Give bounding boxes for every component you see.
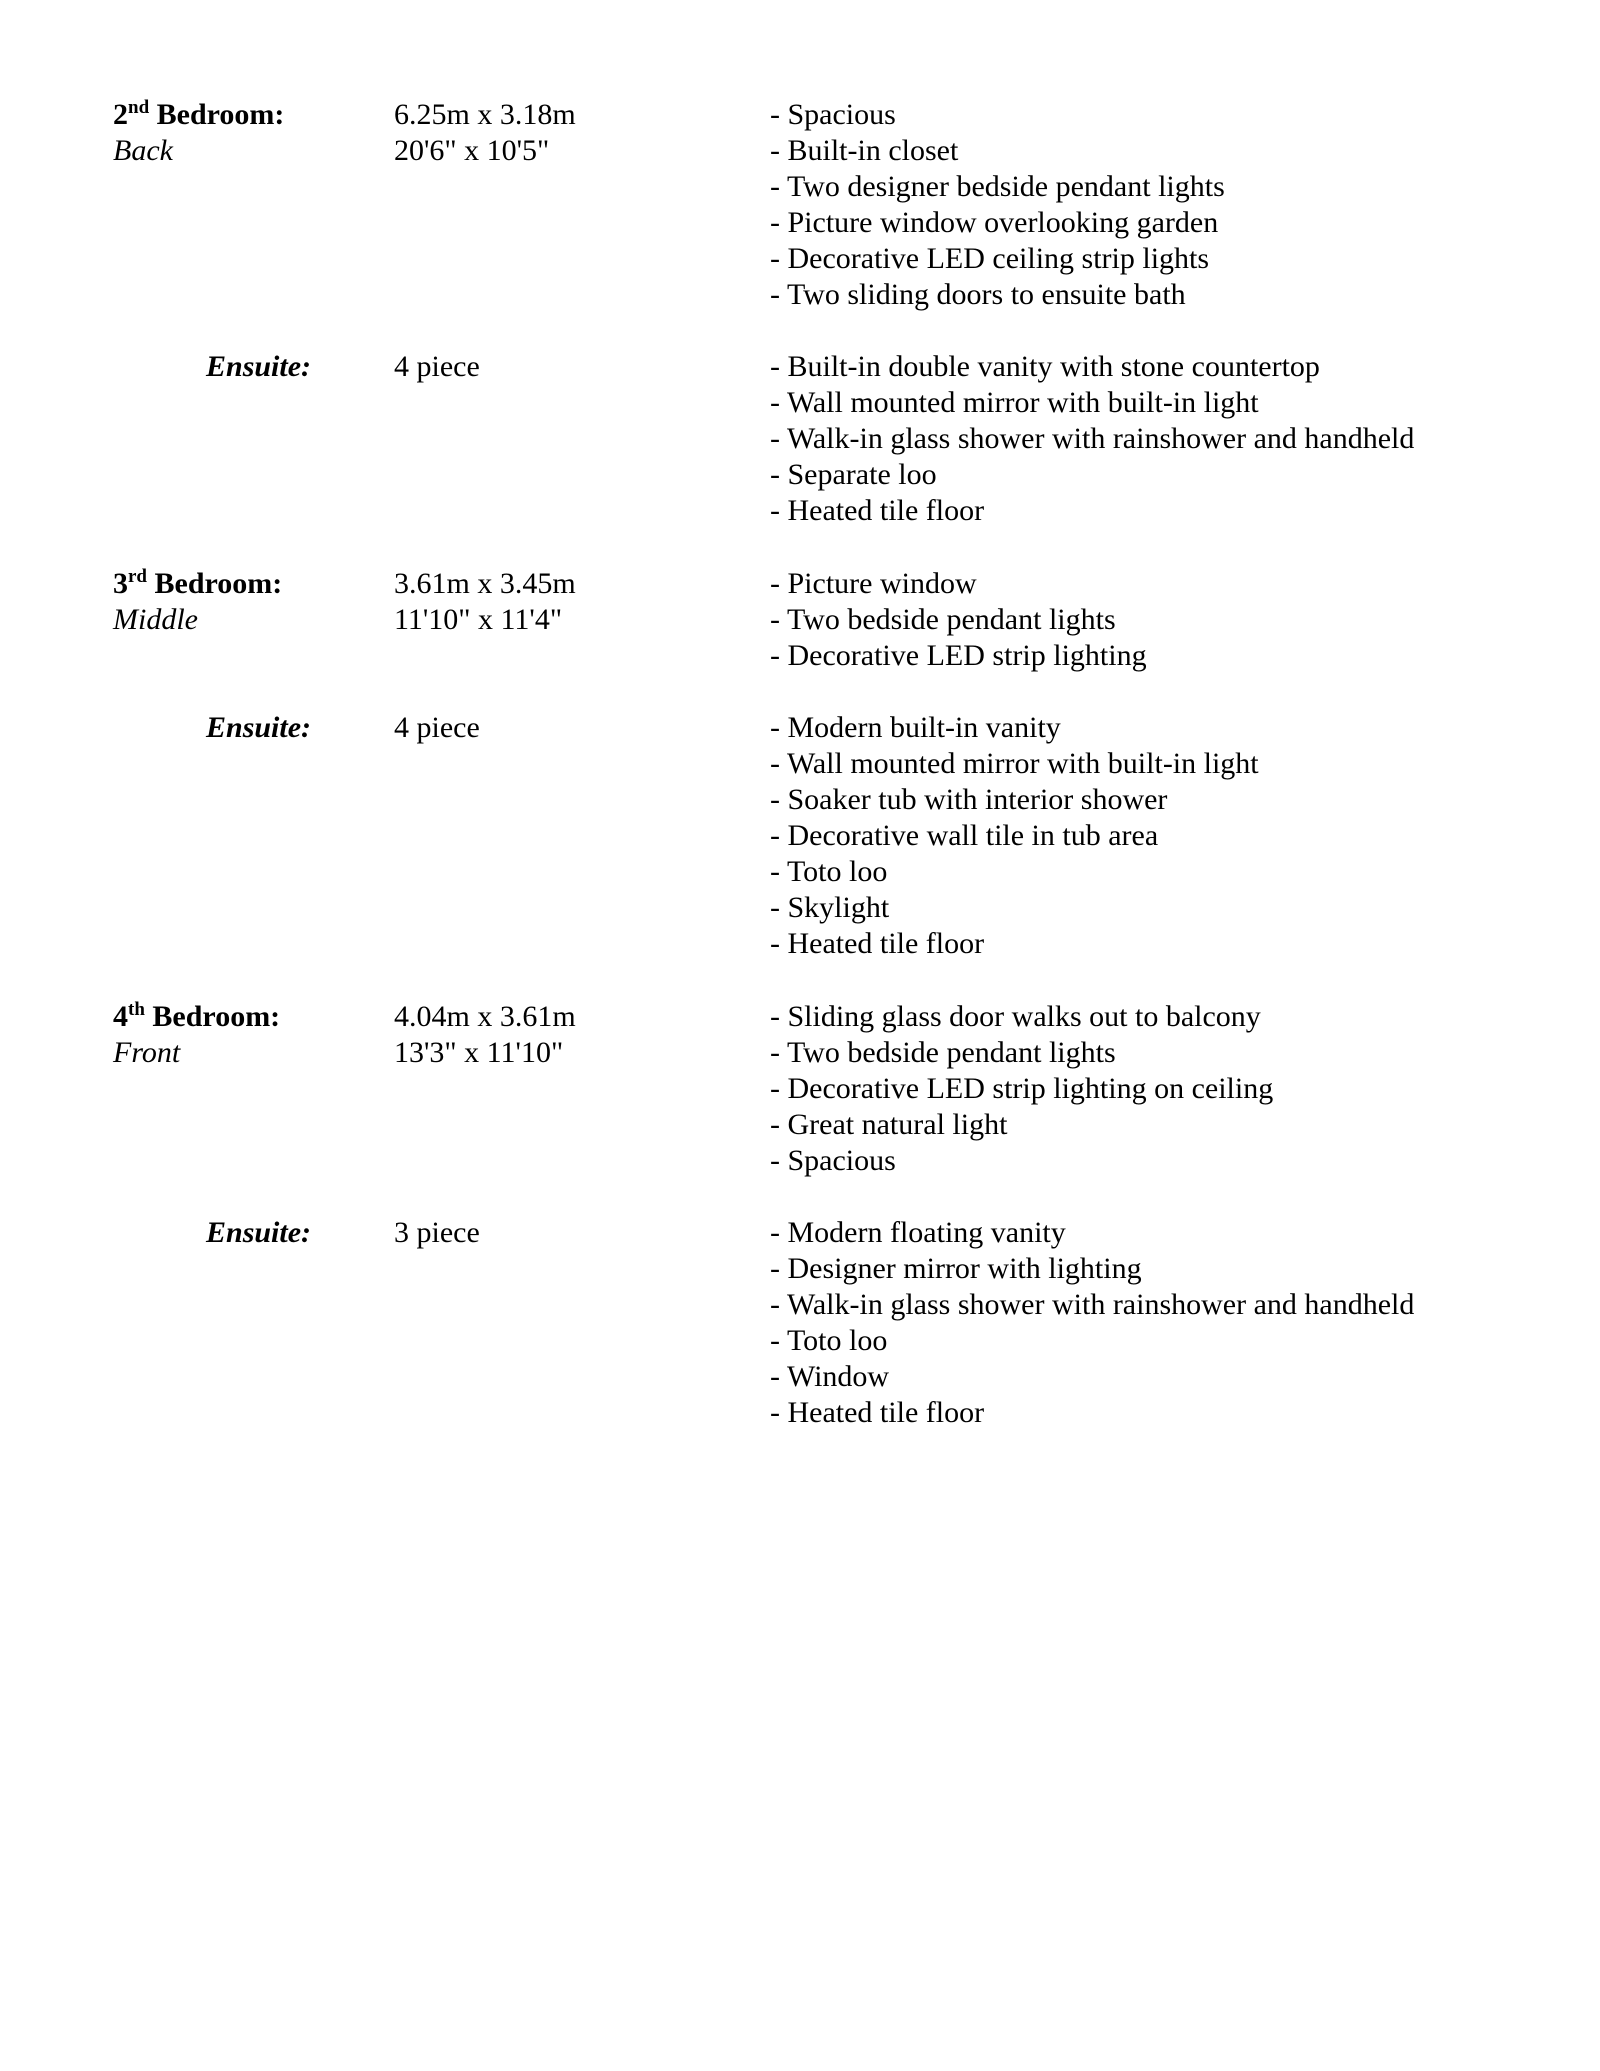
ensuite-heading: Ensuite: xyxy=(206,711,312,744)
feature-item: - Walk-in glass shower with rainshower and handheld xyxy=(770,422,1415,455)
feature-item: - Modern floating vanity xyxy=(770,1216,1066,1249)
feature-list xyxy=(770,710,1259,962)
feature-item: - Great natural light xyxy=(770,1108,1008,1141)
feature-item: - Heated tile floor xyxy=(770,494,985,527)
feature-item: - Picture window xyxy=(770,567,977,600)
feature-item: - Spacious xyxy=(770,1144,896,1177)
ensuite-pieces: 4 piece xyxy=(394,350,480,383)
feature-item: - Spacious xyxy=(770,98,896,131)
feature-item: - Picture window overlooking garden xyxy=(770,206,1219,239)
feature-item: - Skylight xyxy=(770,891,890,924)
feature-list xyxy=(770,97,1225,313)
ensuite-heading: Ensuite: xyxy=(206,350,312,383)
feature-item: - Two sliding doors to ensuite bath xyxy=(770,278,1186,311)
feature-item: - Decorative LED ceiling strip lights xyxy=(770,242,1210,275)
room-dimensions-metric: 6.25m x 3.18m xyxy=(394,98,576,131)
feature-item: - Window xyxy=(770,1360,890,1393)
room-dimensions-imperial: 20'6" x 10'5" xyxy=(394,134,550,167)
room-heading: 3rd Bedroom: xyxy=(113,566,283,600)
room-heading: 4th Bedroom: xyxy=(113,999,281,1033)
feature-item: - Built-in double vanity with stone countertop xyxy=(770,350,1320,383)
feature-item: - Decorative LED strip lighting xyxy=(770,639,1147,672)
feature-list xyxy=(770,1215,1414,1431)
feature-item: - Two designer bedside pendant lights xyxy=(770,170,1225,203)
feature-item: - Separate loo xyxy=(770,458,937,491)
feature-item: - Toto loo xyxy=(770,855,888,888)
feature-item: - Soaker tub with interior shower xyxy=(770,783,1168,816)
room-location: Back xyxy=(113,134,173,167)
feature-item: - Two bedside pendant lights xyxy=(770,603,1116,636)
room-dimensions-imperial: 11'10" x 11'4" xyxy=(394,603,563,636)
ensuite-pieces: 3 piece xyxy=(394,1216,480,1249)
room-dimensions-imperial: 13'3" x 11'10" xyxy=(394,1036,564,1069)
ensuite-heading: Ensuite: xyxy=(206,1216,312,1249)
feature-item: - Decorative LED strip lighting on ceiling xyxy=(770,1072,1274,1105)
feature-item: - Wall mounted mirror with built-in light xyxy=(770,386,1259,419)
room-location: Middle xyxy=(113,603,198,636)
feature-item: - Wall mounted mirror with built-in light xyxy=(770,747,1259,780)
room-dimensions-metric: 3.61m x 3.45m xyxy=(394,567,576,600)
room-location: Front xyxy=(113,1036,181,1069)
feature-item: - Decorative wall tile in tub area xyxy=(770,819,1159,852)
feature-item: - Sliding glass door walks out to balcony xyxy=(770,1000,1261,1033)
room-heading: 2nd Bedroom: xyxy=(113,97,285,131)
feature-item: - Designer mirror with lighting xyxy=(770,1252,1142,1285)
feature-list xyxy=(770,566,1147,674)
feature-item: - Modern built-in vanity xyxy=(770,711,1061,744)
feature-item: - Heated tile floor xyxy=(770,927,985,960)
feature-item: - Walk-in glass shower with rainshower and handheld xyxy=(770,1288,1415,1321)
feature-item: - Heated tile floor xyxy=(770,1396,985,1429)
ensuite-pieces: 4 piece xyxy=(394,711,480,744)
feature-item: - Two bedside pendant lights xyxy=(770,1036,1116,1069)
feature-list xyxy=(770,999,1273,1179)
feature-item: - Toto loo xyxy=(770,1324,888,1357)
feature-list xyxy=(770,349,1414,529)
room-dimensions-metric: 4.04m x 3.61m xyxy=(394,1000,576,1033)
feature-item: - Built-in closet xyxy=(770,134,959,167)
